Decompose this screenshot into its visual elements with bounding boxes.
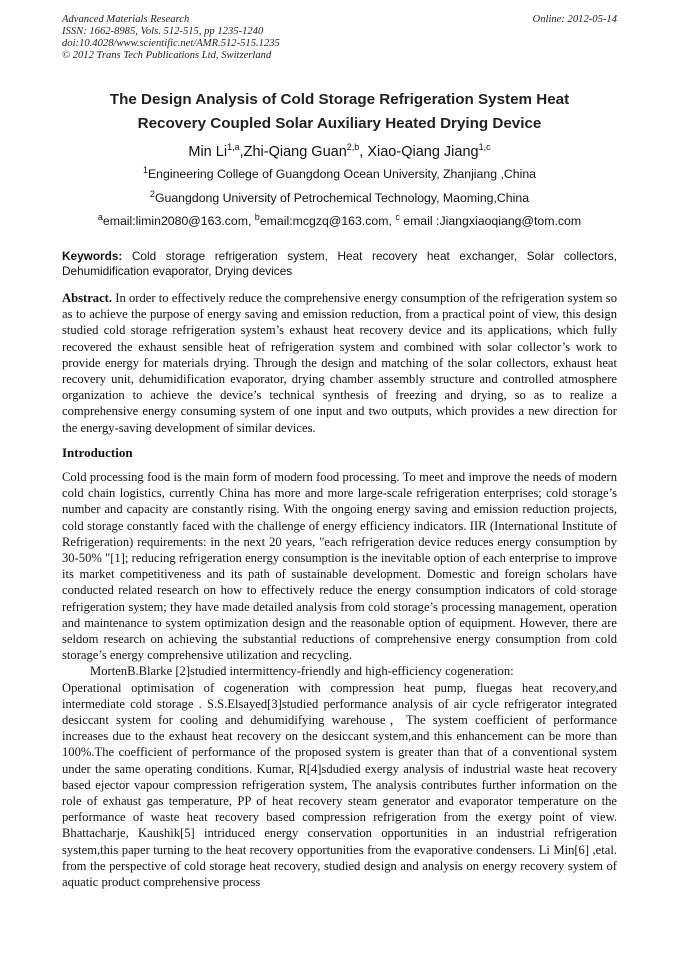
author-1-affil: 1,a	[227, 142, 240, 153]
author-list	[62, 142, 617, 162]
introduction-body	[62, 469, 617, 890]
abstract	[62, 290, 617, 436]
introduction-heading: Introduction	[62, 445, 133, 460]
author-2-affil: 2,b	[346, 142, 360, 153]
intro-paragraph-2: Operational optimisation of cogeneration with compression heat pump, fluegas heat recovery,and intermediate cold storage . S.S.Elsayed[3]studied performance analysis of air cycle refrigerator integrated desiccant system for cooling and dehumidifying warehouse，The system coefficient of performance increases due to the exhaust heat recovery on the desiccant system,and this enhancement can be more than 100%.The coefficient of performance of the proposed system is greater than that of a conventional system under the same operating conditions. Kumar, R[4]sdudied exergy analysis of industrial waste heat recovery based ejector vapour compression refrigeration system, The analysis contributes further information on the role of exhaust gas temperature, PP of heat recovery steam generator and evaporator temperature on the performance of waste heat recovery based compression refrigeration from the exergy point of view. Bhattacharje, Kaushik[5] intriduced energy conservation opportunities in an industrial refrigeration system,this paper turning to the heat recovery opportunities from the evaporative condensers. Li Min[6] ,etal. from the perspective of cold storage heat recovery, studied design and analysis on energy recovery system of aquatic product comprehensive process	[62, 680, 617, 890]
copyright-line: © 2012 Trans Tech Publications Ltd, Switzerland	[62, 50, 272, 61]
online-date: Online: 2012-05-14	[532, 14, 617, 25]
affiliation-1	[62, 166, 617, 182]
email-a-mark: a	[97, 211, 103, 222]
intro-paragraph-2-first-line: MortenB.Blarke [2]studied intermittency-friendly and high-efficiency cogeneration:	[90, 664, 514, 679]
email-b: email:mcgzq@163.com,	[259, 214, 396, 228]
title-line-2: Recovery Coupled Solar Auxiliary Heated Drying Device	[137, 115, 542, 132]
abstract-text: In order to effectively reduce the comprehensive energy consumption of the refrigeration system so as to achieve the purpose of energy saving and emission reduction, from a practical point of view, this design studied cold storage refrigeration system’s exhaust heat recovery device and its applications, which fully recovered the exhaust sensible heat of refrigeration system and combined with solar collector’s work to provide energy for materials drying. Through the design and matching of the solar collectors, exhaust heat recovery unit, dehumidification evaporator, drying chamber assembly structure and controlled atmosphere organization to achieve the device’s technical synthesis of freezing and drying, so as to realize a comprehensive energy consuming system of one input and two outputs, which provides a new direction for the energy-saving development of similar devices.	[62, 291, 617, 435]
email-line	[62, 213, 617, 229]
paper-title	[62, 88, 617, 136]
journal-name: Advanced Materials Research	[62, 14, 190, 25]
issn-line: ISSN: 1662-8985, Vols. 512-515, pp 1235-1240	[62, 26, 264, 37]
email-a: email:limin2080@163.com,	[102, 214, 255, 228]
keywords	[62, 249, 617, 279]
keywords-label: Keywords:	[62, 249, 123, 263]
affiliation-2-text: Guangdong University of Petrochemical Technology, Maoming,China	[154, 191, 530, 205]
email-c: email :Jiangxiaoqiang@tom.com	[399, 214, 582, 228]
email-c-mark: c	[395, 211, 400, 222]
affiliation-2-mark: 2	[149, 188, 155, 199]
doi-line: doi:10.4028/www.scientific.net/AMR.512-515.1235	[62, 38, 280, 49]
email-b-mark: b	[254, 211, 260, 222]
abstract-label: Abstract.	[62, 291, 113, 305]
journal-header	[62, 14, 617, 62]
author-3-affil: 1,c	[478, 142, 491, 153]
affiliation-1-mark: 1	[142, 164, 148, 175]
intro-paragraph-1: Cold processing food is the main form of modern food processing. To meet and improve the needs of modern cold chain logistics, currently China has more and more large-scale refrigeration enterprises; cold storage’s number and capacity are constantly rising. With the ongoing energy saving and emission reduction projects, cold storage constantly faced with the challenge of energy efficiency indicators. IIR (International Institute of Refrigeration) requirements: in the next 20 years, "each refrigeration device reduces energy consumption by 30-50% "[1]; reducing refrigeration energy consumption is the inevitable option of each enterprise to improve its market competitiveness and its path of sustainable development. Domestic and foreign scholars have conducted related research on how to effectively reduce the energy consumption indicators of cold storage refrigeration system; they have made detailed analysis from cold storage’s processing management, operation and maintenance to system optimization design and the reasonable option of equipment. However, there are seldom research on achieving the substantial reductions of comprehensive energy consumption from cold storage’s energy comprehensive utilization and recycling.	[62, 470, 617, 663]
author-3: , Xiao-Qiang Jiang	[359, 144, 479, 160]
author-2: ,Zhi-Qiang Guan	[239, 144, 347, 160]
title-line-1: The Design Analysis of Cold Storage Refrigeration System Heat	[109, 91, 570, 108]
keywords-text: Cold storage refrigeration system, Heat recovery heat exchanger, Solar collectors, Dehumidification evaporator, Drying devices	[62, 249, 617, 278]
affiliation-2	[62, 190, 617, 206]
affiliation-1-text: Engineering College of Guangdong Ocean University, Zhanjiang ,China	[147, 167, 537, 181]
author-1: Min Li	[188, 144, 228, 160]
